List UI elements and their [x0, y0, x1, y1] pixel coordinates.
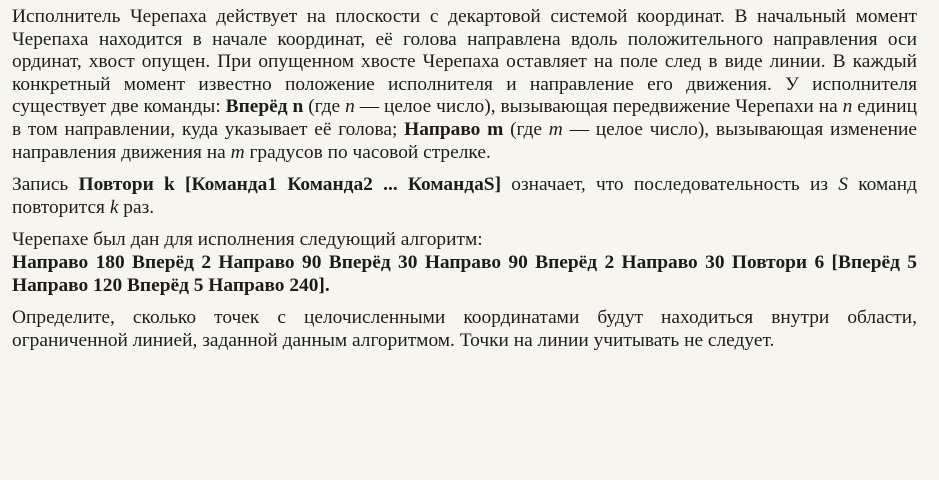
given-line: Черепахе был дан для исполнения следующий алгоритм: [12, 229, 483, 251]
intro-paragraph [12, 6, 917, 164]
repeat-definition-paragraph [12, 174, 917, 219]
variable-n: n [345, 96, 355, 118]
repeat-text-4: раз. [118, 196, 155, 218]
intro-text-2: (где [303, 96, 346, 118]
algorithm-text: Направо 180 Вперёд 2 Направо 90 Вперёд 30 Направо 90 Вперёд 2 Направо 30 Повтори 6 [Вперёд 5 Направо 120 Вперёд 5 Направо 240]. [12, 251, 917, 296]
repeat-text-2: означает, что последовательность из [501, 174, 839, 196]
question-paragraph: Определите, сколько точек с целочисленными координатами будут находиться внутри области, ограниченной линией, заданной данным алгоритмом. Точки на линии учитывать не следует. [12, 307, 917, 351]
variable-n-2: n [842, 96, 853, 118]
command-right: Направо m [404, 118, 504, 140]
repeat-text-3: команд повторится [12, 174, 917, 218]
intro-text-7: градусов по часовой стрелке. [244, 141, 491, 163]
intro-text-3: — целое число), вызывающая передвижение Черепахи на [354, 96, 843, 118]
variable-s: S [838, 174, 848, 196]
variable-m: m [548, 118, 563, 140]
intro-text-5: (где [503, 118, 549, 140]
variable-k: k [109, 196, 119, 218]
variable-m-2: m [230, 141, 245, 163]
command-repeat: Повтори k [Команда1 Команда2 ... КомандаS] [78, 174, 502, 196]
intro-text-4: единиц в том направлении, куда указывает её голова; [12, 96, 917, 140]
repeat-text-1: Запись [12, 174, 79, 196]
intro-text-1: Исполнитель Черепаха действует на плоскости с декартовой системой координат. В начальный момент Черепаха находится в начале координат, её голова направлена вдоль положительного направления оси ординат, хвост опущен. При опущенном хвосте Черепаха оставляет на поле след в виде линии. В каждый конкретный момент известно положение исполнителя и направление его движения. У исполнителя существует две команды: [12, 6, 917, 118]
intro-text-6: — целое число), вызывающая изменение направления движения на [12, 118, 918, 163]
command-forward: Вперёд n [225, 96, 304, 118]
